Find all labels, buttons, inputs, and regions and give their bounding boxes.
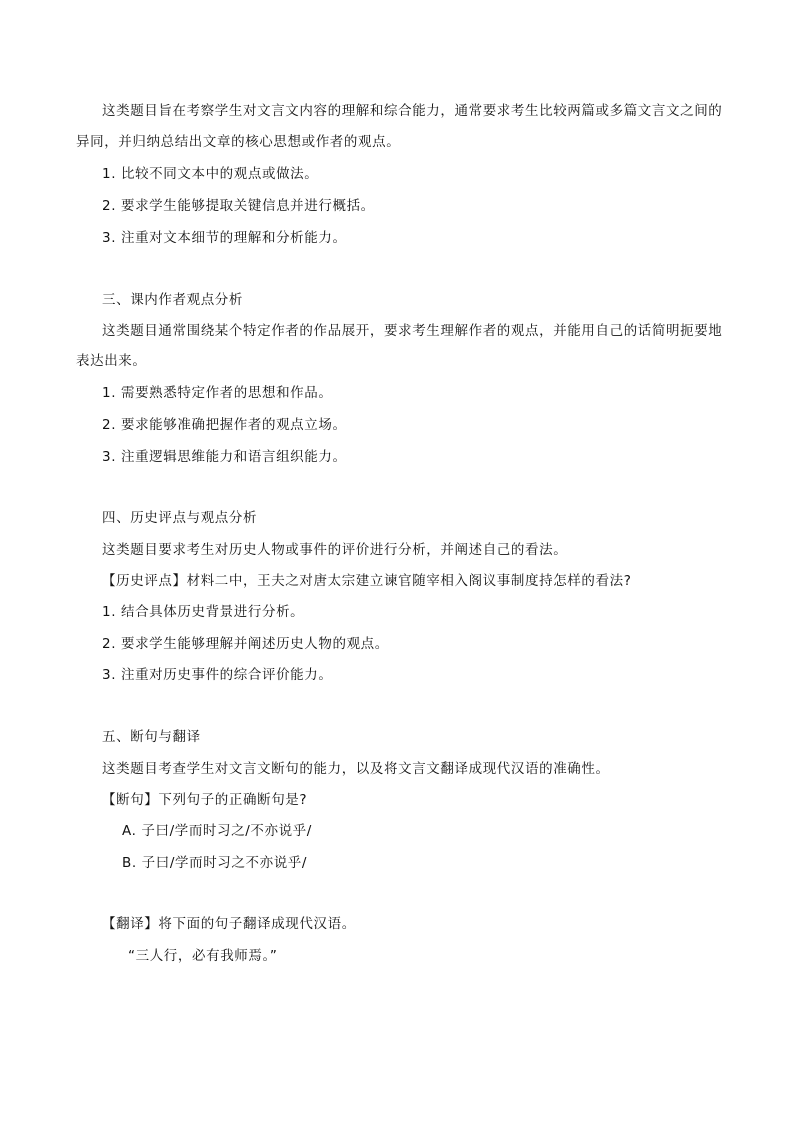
section-3-paragraph-line-2: 表达出来。 [76,353,147,369]
section-3-point-2: 2. 要求能够准确把握作者的观点立场。 [102,417,347,433]
intro-point-3: 3. 注重对文本细节的理解和分析能力。 [102,230,347,246]
translation-question: 【翻译】将下面的句子翻译成现代汉语。 [102,916,356,932]
section-3-heading: 三、课内作者观点分析 [102,292,243,308]
section-4-point-2: 2. 要求学生能够理解并阐述历史人物的观点。 [102,636,389,652]
punctuation-question: 【断句】下列句子的正确断句是? [102,792,308,808]
intro-point-1: 1. 比较不同文本中的观点或做法。 [102,166,319,182]
intro-point-2: 2. 要求学生能够提取关键信息并进行概括。 [102,198,375,214]
punctuation-option-b: B. 子曰/学而时习之不亦说乎/ [122,855,308,871]
section-4-paragraph: 这类题目要求考生对历史人物或事件的评价进行分析，并阐述自己的看法。 [102,542,568,558]
punctuation-option-a: A. 子曰/学而时习之/不亦说乎/ [122,823,312,839]
intro-paragraph-line-2: 异同，并归纳总结出文章的核心思想或作者的观点。 [76,134,401,150]
section-3-paragraph-line-1: 这类题目通常围绕某个特定作者的作品展开，要求考生理解作者的观点，并能用自己的话简明扼要地 [102,323,723,339]
section-3-point-1: 1. 需要熟悉特定作者的思想和作品。 [102,385,333,401]
section-5-paragraph: 这类题目考查学生对文言文断句的能力，以及将文言文翻译成现代汉语的准确性。 [102,761,610,777]
section-4-point-3: 3. 注重对历史事件的综合评价能力。 [102,667,333,683]
intro-paragraph-line-1: 这类题目旨在考察学生对文言文内容的理解和综合能力，通常要求考生比较两篇或多篇文言文之间的 [102,103,723,119]
section-3-point-3: 3. 注重逻辑思维能力和语言组织能力。 [102,449,347,465]
section-4-point-1: 1. 结合具体历史背景进行分析。 [102,604,305,620]
translation-quote: “三人行，必有我师焉。” [128,948,278,964]
section-4-heading: 四、历史评点与观点分析 [102,510,258,526]
section-5-heading: 五、断句与翻译 [102,729,201,745]
section-4-example: 【历史评点】材料二中，王夫之对唐太宗建立谏官随宰相入阁议事制度持怎样的看法? [102,573,632,589]
